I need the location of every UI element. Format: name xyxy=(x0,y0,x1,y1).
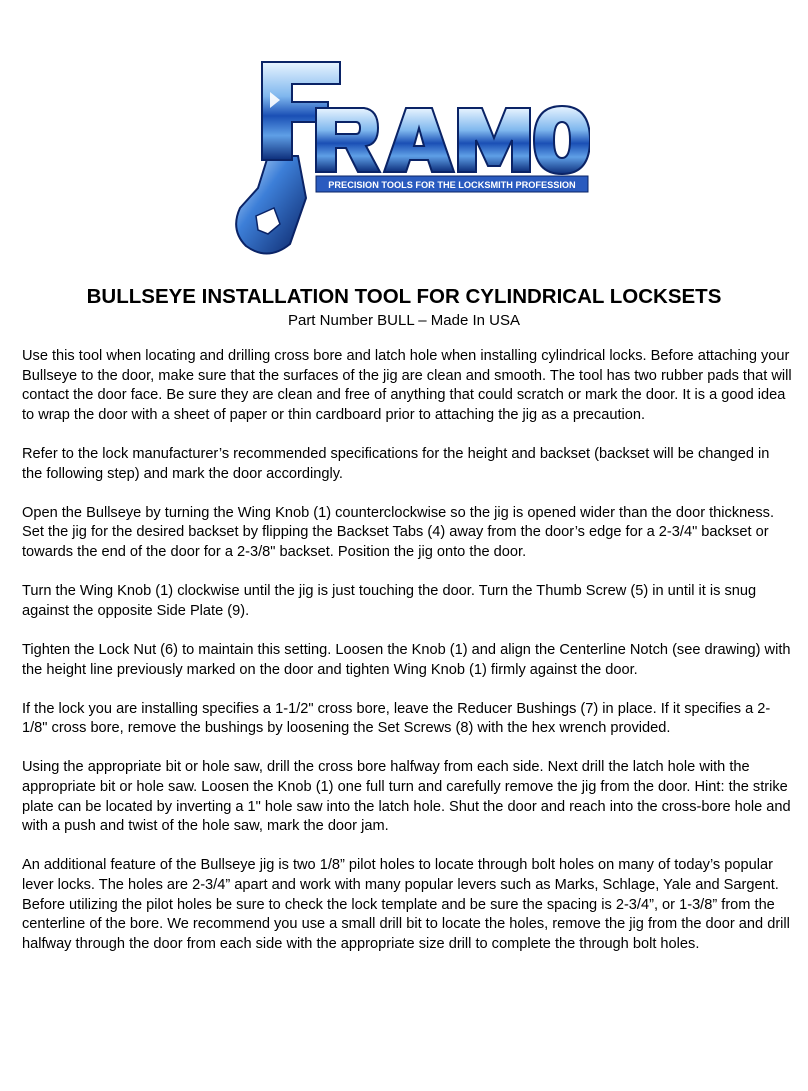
paragraph-specifications: Refer to the lock manufacturer’s recommended specifications for the height and backset (backset will be changed in the following step) and mark the door accordingly. xyxy=(22,445,770,482)
paragraph-drilling: Using the appropriate bit or hole saw, drill the cross bore halfway from each side. Next drill the latch hole with the appropriate bit or hole saw. Loosen the Knob (1) one full turn and carefully remove the jig from the door. Hint: the strike plate can be located by inverting a 1" hole saw into the latch hole. Shut the door and reach into the cross-bore hole and with a push and twist of the hole saw, mark the door jam. xyxy=(22,759,791,835)
paragraph-reducer-bushings: If the lock you are installing specifies a 1-1/2" cross bore, leave the Reducer Bushings (7) in place. If it specifies a 2-1/8" cross bore, remove the bushings by loosening the Set Screws (8) with the hex wrench provided. xyxy=(22,700,771,737)
logo-wordmark xyxy=(316,106,590,174)
document-subtitle: Part Number BULL – Made In USA xyxy=(287,312,521,329)
document-title: BULLSEYE INSTALLATION TOOL FOR CYLINDRICAL LOCKSETS xyxy=(86,285,722,308)
paragraph-intro: Use this tool when locating and drilling cross bore and latch hole when installing cylindrical locks. Before attaching your Bullseye to the door, make sure that the surfaces of the jig are clean and smooth. The tool has two rubber pads that will contact the door face. Be sure they are clean and free of anything that could scratch or mark the door. It is a good idea to wrap the door with a sheet of paper or thin cardboard prior to attaching the jig as a precaution. xyxy=(22,348,792,423)
paragraph-open-jig: Open the Bullseye by turning the Wing Knob (1) counterclockwise so the jig is opened wider than the door thickness. Set the jig for the desired backset by flipping the Backset Tabs (4) away from the door’s edge for a 2-3/4" backset or towards the end of the door for a 2-3/8" backset. Position the jig onto the door. xyxy=(22,504,774,560)
instructions-body xyxy=(22,347,792,974)
paragraph-thumb-screw: Turn the Wing Knob (1) clockwise until the jig is just touching the door. Turn the Thumb Screw (5) in until it is snug against the opposite Side Plate (9). xyxy=(22,583,757,619)
key-shape xyxy=(236,156,306,254)
framon-logo-graphic xyxy=(228,48,590,266)
logo-tagline: PRECISION TOOLS FOR THE LOCKSMITH PROFESSION xyxy=(328,180,576,190)
framon-logo xyxy=(228,48,590,266)
paragraph-pilot-holes: An additional feature of the Bullseye jig is two 1/8” pilot holes to locate through bolt holes on many of today’s popular lever locks. The holes are 2-3/4” apart and work with many popular levers such as Marks, Schlage, Yale and Sargent. Before utilizing the pilot holes be sure to check the lock template and be sure the spacing is 2-3/4”, or 1-3/8” from the centerline of the bore. We recommend you use a small drill bit to locate the holes, remove the jig from the door and drill halfway through the door from each side with the appropriate size drill to complete the through bolt holes. xyxy=(22,857,790,952)
paragraph-lock-nut: Tighten the Lock Nut (6) to maintain this setting. Loosen the Knob (1) and align the Centerline Notch (see drawing) with the height line previously marked on the door and tighten Wing Knob (1) firmly against the door. xyxy=(22,641,791,678)
